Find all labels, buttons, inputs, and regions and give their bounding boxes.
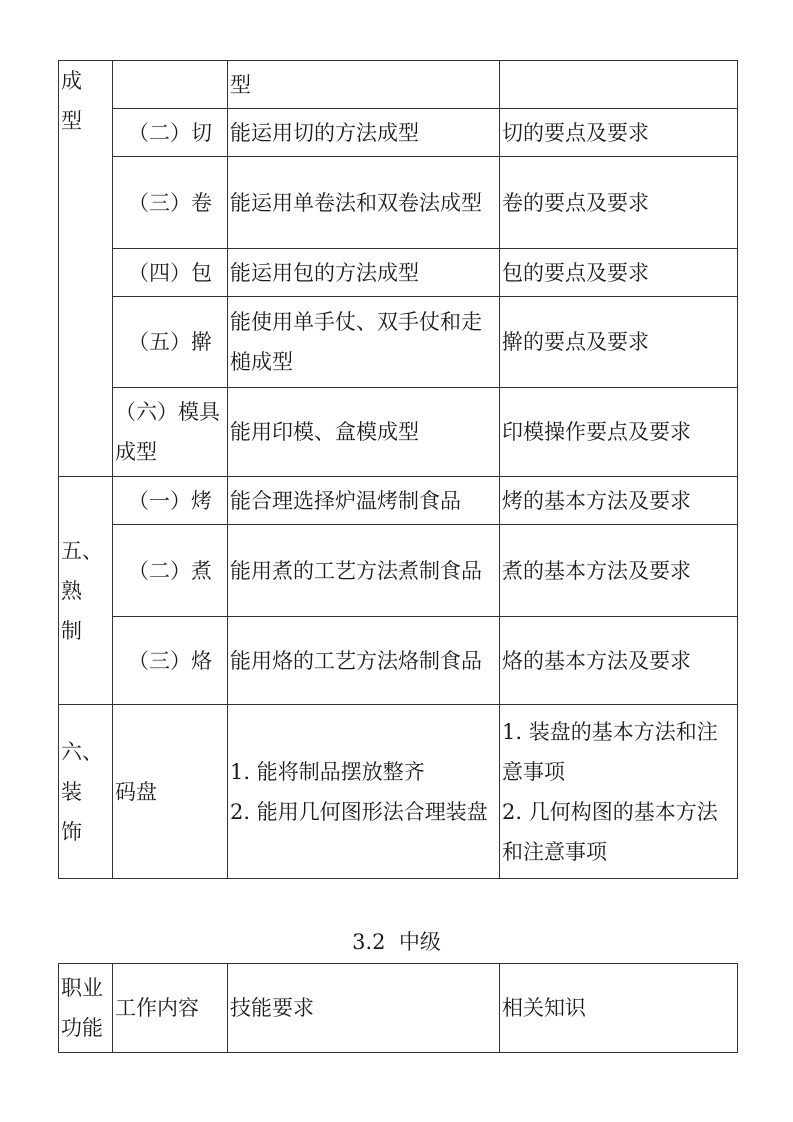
knowledge-cell: 包的要点及要求	[500, 249, 738, 297]
work-cell: （五）擀	[113, 297, 228, 388]
work-cell: （六）模具成型	[113, 388, 228, 477]
knowledge-cell: 印模操作要点及要求	[500, 388, 738, 477]
function-cell-decoration: 六、 装 饰	[59, 705, 113, 879]
knowledge-cell: 切的要点及要求	[500, 109, 738, 157]
skill-cell: 能运用切的方法成型	[228, 109, 500, 157]
skill-cell: 能运用单卷法和双卷法成型	[228, 157, 500, 249]
header-skill-requirements: 技能要求	[228, 964, 500, 1053]
skill-cell: 型	[228, 61, 500, 109]
section-title: 3.2 中级	[352, 930, 441, 954]
skill-cell: 1. 能将制品摆放整齐 2. 能用几何图形法合理装盘	[228, 705, 500, 879]
skill-cell: 能使用单手仗、双手仗和走槌成型	[228, 297, 500, 388]
skill-cell: 能用烙的工艺方法烙制食品	[228, 617, 500, 705]
knowledge-cell: 烤的基本方法及要求	[500, 477, 738, 525]
work-cell: （三）卷	[113, 157, 228, 249]
skills-table-intermediate	[58, 963, 738, 1053]
work-cell: （二）切	[113, 109, 228, 157]
work-cell: 码盘	[113, 705, 228, 879]
skill-cell: 能运用包的方法成型	[228, 249, 500, 297]
work-cell	[113, 61, 228, 109]
work-cell: （一）烤	[113, 477, 228, 525]
function-cell-cooking: 五、 熟 制	[59, 477, 113, 705]
knowledge-cell	[500, 61, 738, 109]
knowledge-cell: 煮的基本方法及要求	[500, 525, 738, 617]
skill-cell: 能合理选择炉温烤制食品	[228, 477, 500, 525]
header-function: 职业功能	[59, 964, 113, 1053]
header-work-content: 工作内容	[113, 964, 228, 1053]
work-cell: （三）烙	[113, 617, 228, 705]
knowledge-cell: 卷的要点及要求	[500, 157, 738, 249]
skill-cell: 能用煮的工艺方法煮制食品	[228, 525, 500, 617]
skill-cell: 能用印模、盒模成型	[228, 388, 500, 477]
header-related-knowledge: 相关知识	[500, 964, 738, 1053]
knowledge-cell: 烙的基本方法及要求	[500, 617, 738, 705]
knowledge-cell: 擀的要点及要求	[500, 297, 738, 388]
work-cell: （四）包	[113, 249, 228, 297]
skills-table-continued	[58, 60, 738, 879]
work-cell: （二）煮	[113, 525, 228, 617]
knowledge-cell: 1. 装盘的基本方法和注意事项 2. 几何构图的基本方法和注意事项	[500, 705, 738, 879]
function-cell-forming: 成 型	[59, 61, 113, 477]
